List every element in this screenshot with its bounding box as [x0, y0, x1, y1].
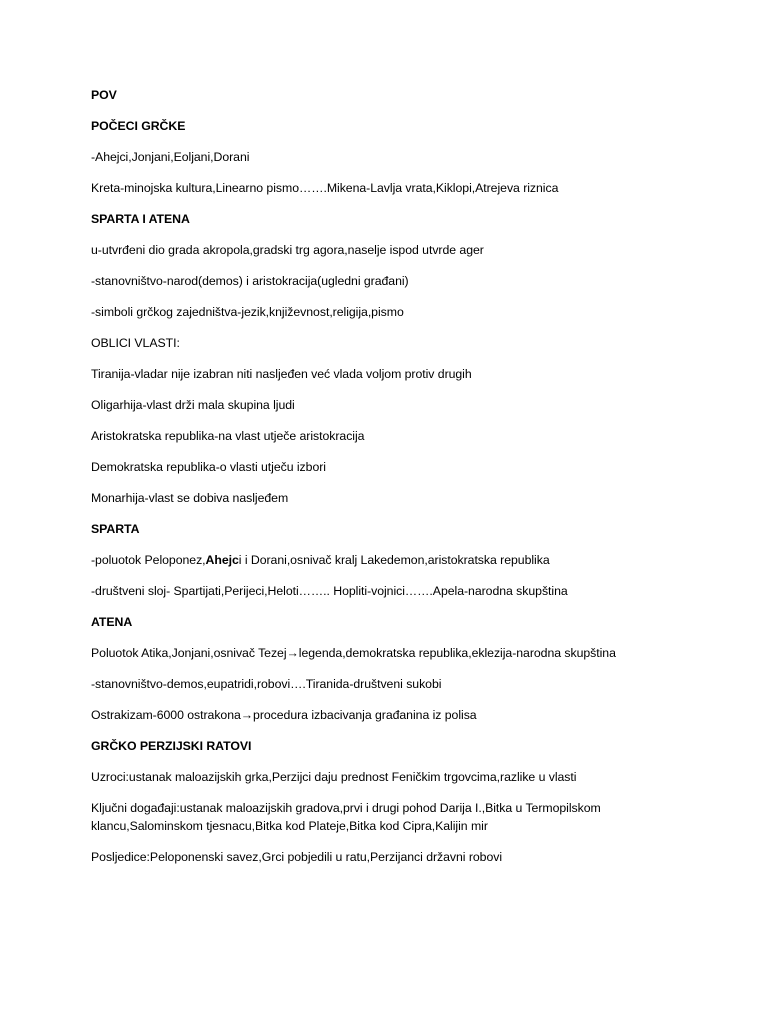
text-line-mixed	[91, 551, 671, 569]
heading-grcko-perzijski-ratovi: GRČKO PERZIJSKI RATOVI	[91, 739, 252, 753]
text-line: Ostrakizam-6000 ostrakona→procedura izbacivanja građanina iz polisa	[91, 708, 477, 722]
text-line: Uzroci:ustanak maloazijskih grka,Perzijci daju prednost Feničkim trgovcima,razlike u vlasti	[91, 770, 577, 784]
text-line: -društveni sloj- Spartijati,Perijeci,Heloti…….. Hopliti-vojnici…….Apela-narodna skupština	[91, 584, 568, 598]
text-line: Ključni događaji:ustanak maloazijskih gradova,prvi i drugi pohod Darija I.,Bitka u Termopilskom klancu,Salominskom tjesnacu,Bitka kod Plateje,Bitka kod Cipra,Kalijin mir	[91, 801, 605, 833]
text-line-oblici-vlasti: OBLICI VLASTI:	[91, 336, 180, 350]
text-line: Aristokratska republika-na vlast utječe aristokracija	[91, 429, 365, 443]
text-line: Oligarhija-vlast drži mala skupina ljudi	[91, 398, 295, 412]
heading-sparta-i-atena: SPARTA I ATENA	[91, 212, 190, 226]
text-line: Demokratska republika-o vlasti utječu izbori	[91, 460, 326, 474]
text-line: -stanovništvo-demos,eupatridi,robovi….Tiranida-društveni sukobi	[91, 677, 442, 691]
text-line: -stanovništvo-narod(demos) i aristokracija(ugledni građani)	[91, 274, 409, 288]
text-line: Poluotok Atika,Jonjani,osnivač Tezej→legenda,demokratska republika,eklezija-narodna skupština	[91, 646, 616, 660]
document-content	[91, 86, 671, 879]
text-line: Kreta-minojska kultura,Linearno pismo…….Mikena-Lavlja vrata,Kiklopi,Atrejeva riznica	[91, 181, 559, 195]
text-segment: i i Dorani,osnivač kralj Lakedemon,aristokratska republika	[238, 553, 550, 567]
text-line: Posljedice:Peloponenski savez,Grci pobjedili u ratu,Perzijanci državni robovi	[91, 850, 503, 864]
heading-sparta: SPARTA	[91, 522, 140, 536]
heading-atena: ATENA	[91, 615, 133, 629]
text-line: u-utvrđeni dio grada akropola,gradski trg agora,naselje ispod utvrde ager	[91, 243, 484, 257]
bold-segment: Ahejc	[205, 553, 239, 567]
text-line: -Ahejci,Jonjani,Eoljani,Dorani	[91, 150, 250, 164]
text-segment: -poluotok Peloponez,	[91, 553, 206, 567]
heading-poceci-grcke: POČECI GRČKE	[91, 119, 186, 133]
text-line: Monarhija-vlast se dobiva nasljeđem	[91, 491, 289, 505]
document-title: POV	[91, 88, 117, 102]
text-line: Tiranija-vladar nije izabran niti nasljeđen već vlada voljom protiv drugih	[91, 367, 472, 381]
text-line: -simboli grčkog zajedništva-jezik,književnost,religija,pismo	[91, 305, 404, 319]
